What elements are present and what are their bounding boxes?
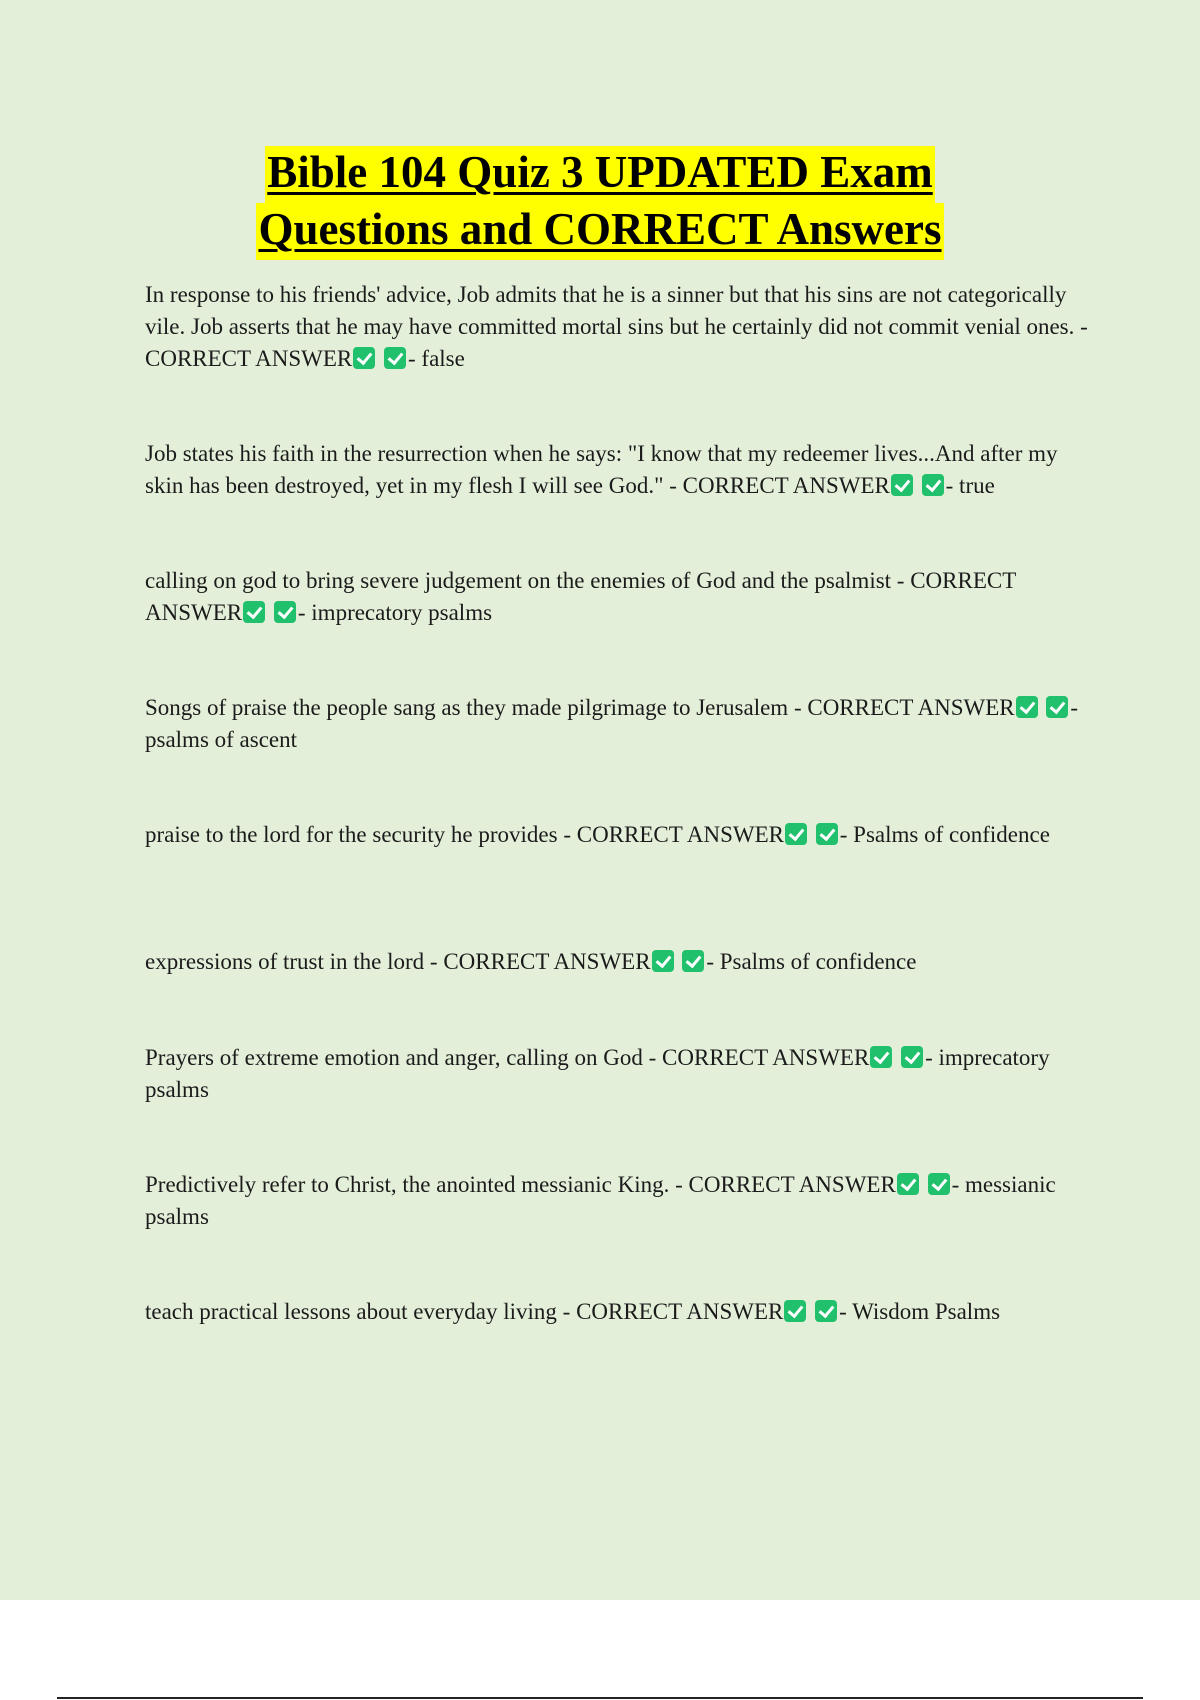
question-text: Job states his faith in the resurrection when he says: "I know that my redeemer lives...And after my skin has been destroyed, yet in my flesh I will see God." - CORRECT ANSWER [145, 441, 1058, 498]
answer-text: - psalms of ascent [145, 695, 1079, 752]
check-icon [652, 950, 674, 972]
footer-divider [57, 1697, 1143, 1699]
check-icon [353, 347, 375, 369]
title-line-1: Bible 104 Quiz 3 UPDATED Exam [265, 146, 934, 203]
qa-item-1 [145, 279, 1095, 375]
check-icon [928, 1173, 950, 1195]
check-icon [243, 601, 265, 623]
question-text: praise to the lord for the security he provides - CORRECT ANSWER [145, 822, 785, 847]
qa-item-5 [145, 819, 1095, 851]
answer-text: - true [945, 473, 995, 498]
question-text: teach practical lessons about everyday living - CORRECT ANSWER [145, 1299, 784, 1324]
check-icon [1016, 696, 1038, 718]
check-icon [784, 1300, 806, 1322]
check-icon [901, 1046, 923, 1068]
question-text: Prayers of extreme emotion and anger, calling on God - CORRECT ANSWER [145, 1045, 870, 1070]
title-line-2: Questions and CORRECT Answers [256, 203, 943, 260]
qa-item-3 [145, 565, 1095, 629]
check-icon [274, 601, 296, 623]
qa-item-9 [145, 1296, 1095, 1328]
question-text: expressions of trust in the lord - CORRECT ANSWER [145, 949, 651, 974]
question-text: In response to his friends' advice, Job admits that he is a sinner but that his sins are not categorically vile. Job asserts that he may have committed mortal sins but he certainly did not commit venial ones. - CORRECT ANSWER [145, 282, 1088, 371]
check-icon [1046, 696, 1068, 718]
qa-item-8 [145, 1169, 1095, 1233]
check-icon [682, 950, 704, 972]
check-icon [870, 1046, 892, 1068]
answer-text: - Psalms of confidence [839, 822, 1050, 847]
question-text: calling on god to bring severe judgement on the enemies of God and the psalmist - CORRECT ANSWER [145, 568, 1016, 625]
check-icon [384, 347, 406, 369]
answer-text: - Wisdom Psalms [839, 1299, 1001, 1324]
check-icon [785, 823, 807, 845]
check-icon [816, 823, 838, 845]
question-text: Predictively refer to Christ, the anointed messianic King. - CORRECT ANSWER [145, 1172, 896, 1197]
qa-item-4 [145, 692, 1095, 756]
qa-item-7 [145, 1042, 1095, 1106]
answer-text: - false [408, 346, 465, 371]
check-icon [922, 474, 944, 496]
answer-text: - imprecatory psalms [145, 1045, 1050, 1102]
document-title [0, 146, 1200, 260]
qa-item-6 [145, 946, 1095, 978]
answer-text: - Psalms of confidence [706, 949, 917, 974]
answer-text: - imprecatory psalms [297, 600, 493, 625]
check-icon [891, 474, 913, 496]
check-icon [815, 1300, 837, 1322]
question-text: Songs of praise the people sang as they made pilgrimage to Jerusalem - CORRECT ANSWER [145, 695, 1015, 720]
check-icon [897, 1173, 919, 1195]
answer-text: - messianic psalms [145, 1172, 1056, 1229]
qa-item-2 [145, 438, 1095, 502]
